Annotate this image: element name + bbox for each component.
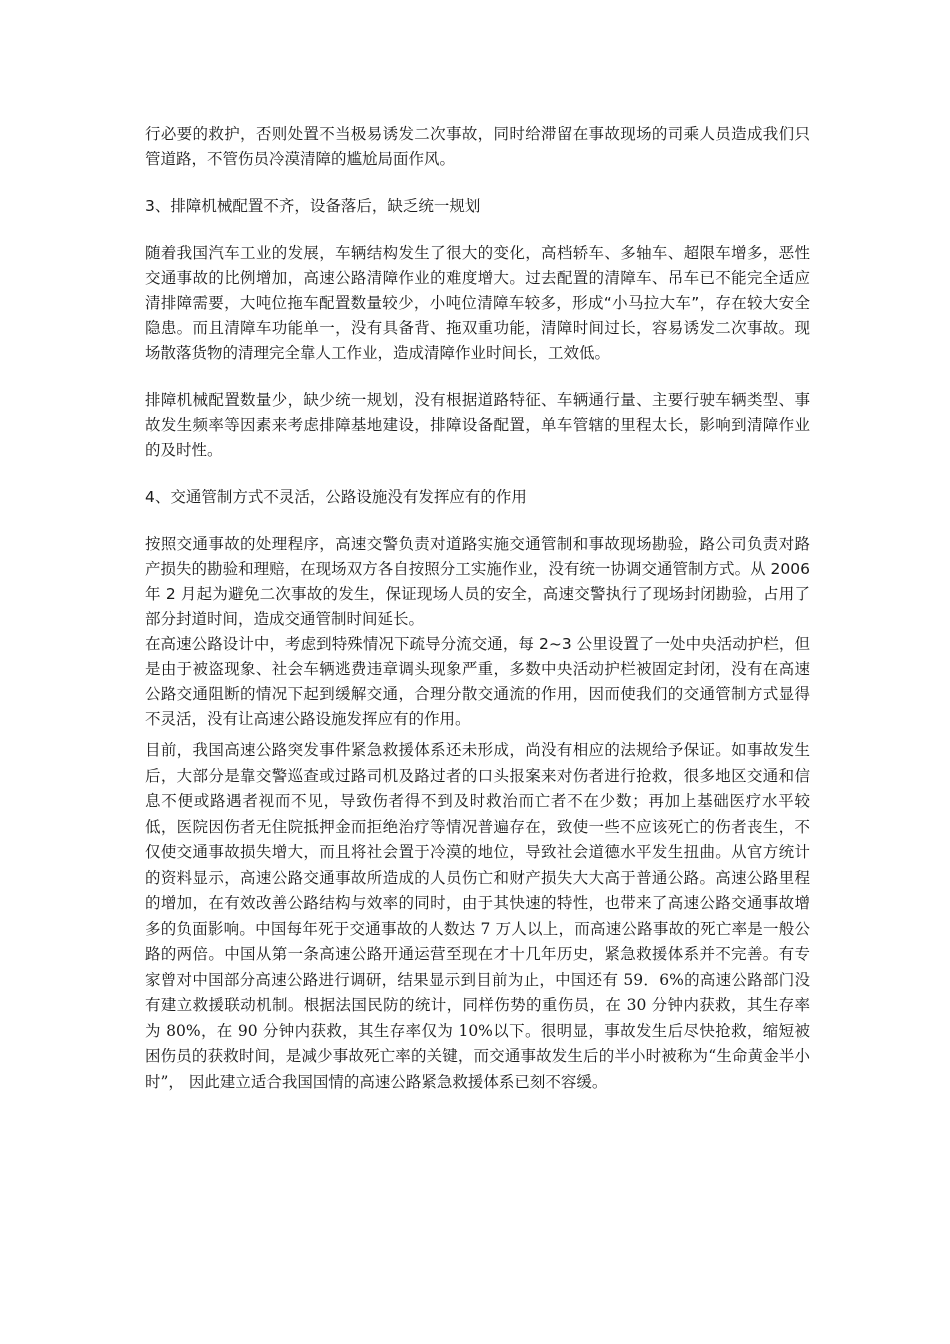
paragraph-central-barrier: 在高速公路设计中，考虑到特殊情况下疏导分流交通，每 2~3 公里设置了一处中央活动护栏，但是由于被盗现象、社会车辆逃费违章调头现象严重，多数中央活动护栏被固定封闭，没有在高速公路交通阻断的情况下起到缓解交通，合理分散交通流的作用，因而使我们的交通管制方式显得不灵活，没有让高速公路设施发挥应有的作用。 <box>145 635 810 728</box>
document-body <box>145 122 810 1095</box>
section-heading-3: 3、排障机械配置不齐，设备落后，缺乏统一规划 <box>145 197 481 215</box>
paragraph-equipment-planning: 排障机械配置数量少，缺少统一规划，没有根据道路特征、车辆通行量、主要行驶车辆类型、事故发生频率等因素来考虑排障基地建设，排障设备配置，单车管辖的里程太长，影响到清障作业的及时性。 <box>145 391 810 459</box>
section-heading-4: 4、交通管制方式不灵活，公路设施没有发挥应有的作用 <box>145 488 527 506</box>
paragraph-vehicle-structure: 随着我国汽车工业的发展，车辆结构发生了很大的变化，高档轿车、多轴车、超限车增多，恶性交通事故的比例增加，高速公路清障作业的难度增大。过去配置的清障车、吊车已不能完全适应清排障需要，大吨位拖车配置数量较少，小吨位清障车较多，形成“小马拉大车”，存在较大安全隐患。而且清障车功能单一，没有具备背、拖双重功能，清障时间过长，容易诱发二次事故。现场散落货物的清理完全靠人工作业，造成清障作业时间长，工效低。 <box>145 244 810 362</box>
paragraph-rescue-continuation: 行必要的救护，否则处置不当极易诱发二次事故，同时给滞留在事故现场的司乘人员造成我们只管道路，不管伤员冷漠清障的尴尬局面作风。 <box>145 125 810 168</box>
paragraph-emergency-rescue: 目前，我国高速公路突发事件紧急救援体系还未形成，尚没有相应的法规给予保证。如事故发生后，大部分是靠交警巡查或过路司机及路过者的口头报案来对伤者进行抢救，很多地区交通和信息不便或路遇者视而不见，导致伤者得不到及时救治而亡者不在少数；再加上基础医疗水平较低，医院因伤者无住院抵押金而拒绝治疗等情况普遍存在，致使一些不应该死亡的伤者丧生，不仅使交通事故损失增大，而且将社会置于冷漠的地位，导致社会道德水平发生扭曲。从官方统计的资料显示，高速公路交通事故所造成的人员伤亡和财产损失大大高于普通公路。高速公路里程的增加，在有效改善公路结构与效率的同时，由于其快速的特性，也带来了高速公路交通事故增多的负面影响。中国每年死于交通事故的人数达 7 万人以上，而高速公路事故的死亡率是一般公路的两倍。中国从第一条高速公路开通运营至现在才十几年历史，紧急救援体系并不完善。有专家曾对中国部分高速公路进行调研，结果显示到目前为止，中国还有 59．6%的高速公路部门没有建立救援联动机制。根据法国民防的统计，同样伤势的重伤员，在 30 分钟内获救，其生存率为 80%，在 90 分钟内获救，其生存率仅为 10%以下。很明显，事故发生后尽快抢救，缩短被困伤员的获救时间，是减少事故死亡率的关键，而交通事故发生后的半小时被称为“生命黄金半小时”， 因此建立适合我国国情的高速公路紧急救援体系已刻不容缓。 <box>145 741 810 1091</box>
paragraph-traffic-control: 按照交通事故的处理程序，高速交警负责对道路实施交通管制和事故现场勘验，路公司负责对路产损失的勘验和理赔，在现场双方各自按照分工实施作业，没有统一协调交通管制方式。从 2006 年 2 月起为避免二次事故的发生，保证现场人员的安全，高速交警执行了现场封闭勘验，占用了部分封道时间，造成交通管制时间延长。 <box>145 535 810 628</box>
